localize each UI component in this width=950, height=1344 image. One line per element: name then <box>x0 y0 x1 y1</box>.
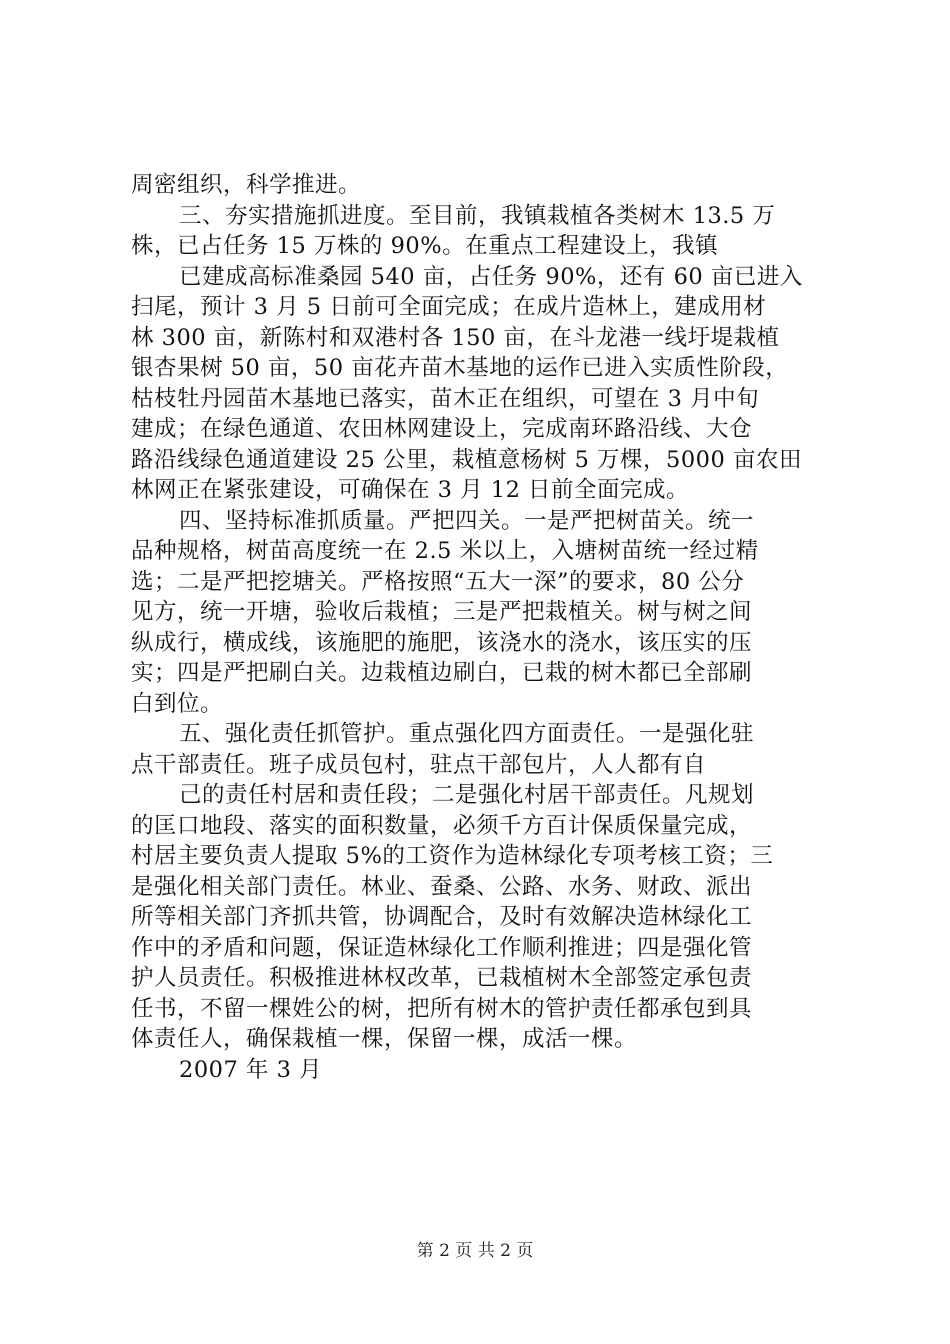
text-line: 是强化相关部门责任。林业、蚕桑、公路、水务、财政、派出 <box>131 873 753 900</box>
text-line: 选；二是严把挖塘关。严格按照“五大一深”的要求，80 公分 <box>131 568 745 595</box>
text-line: 任书，不留一棵姓公的树，把所有树木的管护责任都承包到具 <box>131 995 753 1022</box>
text-line: 点干部责任。班子成员包村，驻点干部包片，人人都有自 <box>131 751 707 778</box>
text-line: 见方，统一开塘，验收后栽植；三是严把栽植关。树与树之间 <box>131 599 753 625</box>
text-line: 己的责任村居和责任段；二是强化村居干部责任。凡规划 <box>179 782 755 808</box>
text-line: 三、夯实措施抓进度。至目前，我镇栽植各类树木 13.5 万 <box>179 202 776 229</box>
document-date: 2007 年 3 月 <box>179 1056 323 1083</box>
text-line: 实；四是严把刷白关。边栽植边刷白，已栽的树木都已全部刷 <box>131 660 753 686</box>
text-line: 作中的矛盾和问题，保证造林绿化工作顺利推进；四是强化管 <box>131 934 753 961</box>
text-line: 已建成高标准桑园 540 亩，占任务 90%，还有 60 亩已进入 <box>179 263 803 290</box>
text-line: 枯枝牡丹园苗木基地已落实，苗木正在组织，可望在 3 月中旬 <box>131 385 760 412</box>
text-line: 护人员责任。积极推进林权改革，已栽植树木全部签定承包责 <box>131 965 753 991</box>
text-line: 五、强化责任抓管护。重点强化四方面责任。一是强化驻 <box>179 721 755 747</box>
page-footer: 第 2 页 共 2 页 <box>416 1241 534 1261</box>
text-line: 林 300 亩，新陈村和双港村各 150 亩，在斗龙港一线圩堤栽植 <box>131 324 780 351</box>
text-line: 白到位。 <box>131 690 224 717</box>
text-line: 建成；在绿色通道、农田林网建设上，完成南环路沿线、大仓 <box>131 416 753 442</box>
text-line: 品种规格，树苗高度统一在 2.5 米以上，入塘树苗统一经过精 <box>131 538 759 564</box>
text-line: 扫尾，预计 3 月 5 日前可全面完成；在成片造林上，建成用材 <box>131 294 767 320</box>
text-line: 周密组织，科学推进。 <box>131 172 362 198</box>
text-line: 纵成行，横成线，该施肥的施肥，该浇水的浇水，该压实的压 <box>131 629 753 656</box>
text-line: 路沿线绿色通道建设 25 公里，栽植意杨树 5 万棵，5000 亩农田 <box>131 446 802 473</box>
text-line: 银杏果树 50 亩，50 亩花卉苗木基地的运作已进入实质性阶段， <box>131 355 789 381</box>
text-line: 所等相关部门齐抓共管，协调配合，及时有效解决造林绿化工 <box>131 904 753 930</box>
text-line: 村居主要负责人提取 5%的工资作为造林绿化专项考核工资；三 <box>131 843 774 869</box>
text-line: 体责任人，确保栽植一棵，保留一棵，成活一棵。 <box>131 1026 638 1052</box>
text-line: 林网正在紧张建设，可确保在 3 月 12 日前全面完成。 <box>131 477 690 503</box>
text-line: 四、坚持标准抓质量。严把四关。一是严把树苗关。统一 <box>179 507 755 534</box>
text-line: 的匡口地段、落实的面积数量，必须千方百计保质保量完成， <box>131 812 753 839</box>
text-line: 株，已占任务 15 万株的 90%。在重点工程建设上，我镇 <box>131 233 719 259</box>
